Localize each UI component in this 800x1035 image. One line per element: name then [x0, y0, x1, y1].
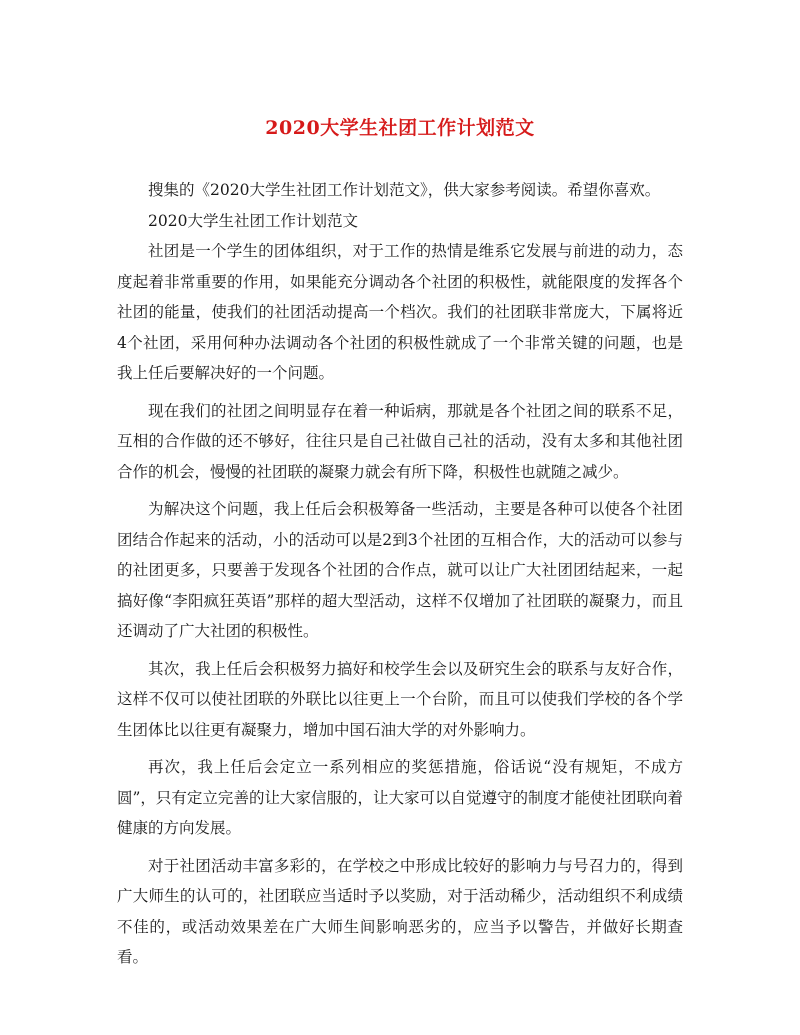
subtitle-paragraph: 2020大学生社团工作计划范文: [148, 211, 358, 230]
body-paragraph-3: 为解决这个问题，我上任后会积极筹备一些活动，主要是各种可以使各个社团团结合作起来的活动，小的活动可以是2到3个社团的互相合作，大的活动可以参与的社团更多，只要善于发现各个社团的合作点，就可以让广大社团团结起来，一起搞好像“李阳疯狂英语”那样的超大型活动，这样不仅增加了社团联的凝聚力，而且还调动了广大社团的积极性。: [117, 500, 683, 640]
document-title: 2020大学生社团工作计划范文: [265, 117, 535, 139]
intro-paragraph: 搜集的《2020大学生社团工作计划范文》，供大家参考阅读。希望你喜欢。: [148, 181, 661, 199]
body-paragraph-1: 社团是一个学生的团体组织，对于工作的热情是维系它发展与前进的动力，态度起着非常重要的作用，如果能充分调动各个社团的积极性，就能限度的发挥各个社团的能量，使我们的社团活动提高一个档次。我们的社团联非常庞大，下属将近4个社团，采用何种办法调动各个社团的积极性就成了一个非常关键的问题，也是我上任后要解决好的一个问题。: [117, 242, 683, 382]
document-body: [117, 175, 683, 980]
body-paragraph-4: 其次，我上任后会积极努力搞好和校学生会以及研究生会的联系与友好合作，这样不仅可以使社团联的外联比以往更上一个台阶，而且可以使我们学校的各个学生团体比以往更有凝聚力，增加中国石油大学的对外影响力。: [117, 659, 683, 739]
body-paragraph-6: 对于社团活动丰富多彩的，在学校之中形成比较好的影响力与号召力的，得到广大师生的认可的，社团联应当适时予以奖励，对于活动稀少，活动组织不利成绩不佳的，或活动效果差在广大师生间影响恶劣的，应当予以警告，并做好长期查看。: [117, 856, 683, 966]
body-paragraph-5: 再次，我上任后会定立一系列相应的奖惩措施，俗话说“没有规矩，不成方圆”，只有定立完善的让大家信服的，让大家可以自觉遵守的制度才能使社团联向着健康的方向发展。: [117, 758, 683, 837]
body-paragraph-2: 现在我们的社团之间明显存在着一种诟病，那就是各个社团之间的联系不足，互相的合作做的还不够好，往往只是自己社做自己社的活动，没有太多和其他社团合作的机会，慢慢的社团联的凝聚力就会有所下降，积极性也就随之减少。: [117, 401, 683, 481]
